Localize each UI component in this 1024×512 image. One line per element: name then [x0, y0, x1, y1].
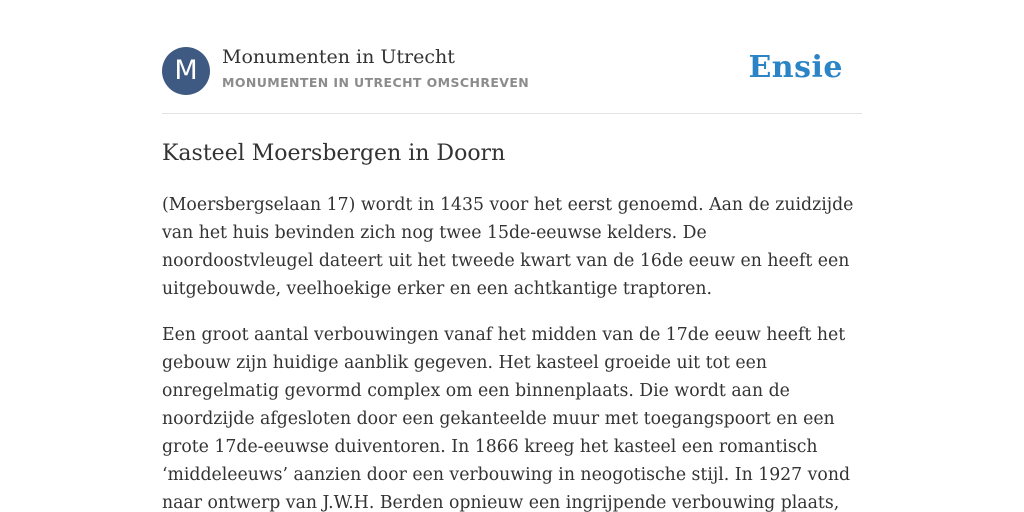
site-title[interactable]: Monumenten in Utrecht — [222, 46, 455, 68]
avatar[interactable]: M — [162, 47, 210, 95]
page — [162, 0, 862, 512]
article-title: Kasteel Moersbergen in Doorn — [162, 141, 506, 166]
ensie-logo[interactable]: Ensie — [748, 50, 843, 85]
site-header — [162, 0, 862, 114]
site-subtitle: MONUMENTEN IN UTRECHT OMSCHREVEN — [222, 75, 530, 90]
article-paragraph: (Moersbergselaan 17) wordt in 1435 voor het eerst genoemd. Aan de zuidzijde van het huis bevinden zich nog twee 15de-eeuwse kelders. De noordoostvleugel dateert uit het tweede kwart van de 16de eeuw en heeft een uitgebouwde, veelhoekige erker en een achtkantige traptoren. — [162, 195, 854, 299]
article-paragraph: Een groot aantal verbouwingen vanaf het midden van de 17de eeuw heeft het gebouw zijn huidige aanblik gegeven. Het kasteel groeide uit tot een onregelmatig gevormd complex om een binnenplaats. Die wordt aan de noordzijde afgesloten door een gekanteelde muur met toegangspoort en een grote 17de-eeuwse duiventoren. In 1866 kreeg het kasteel een romantisch ‘middeleeuws’ aanzien door een verbouwing in neogotische stijl. In 1927 vond naar ontwerp van J.W.H. Berden opnieuw een ingrijpende verbouwing plaats, — [162, 325, 851, 512]
